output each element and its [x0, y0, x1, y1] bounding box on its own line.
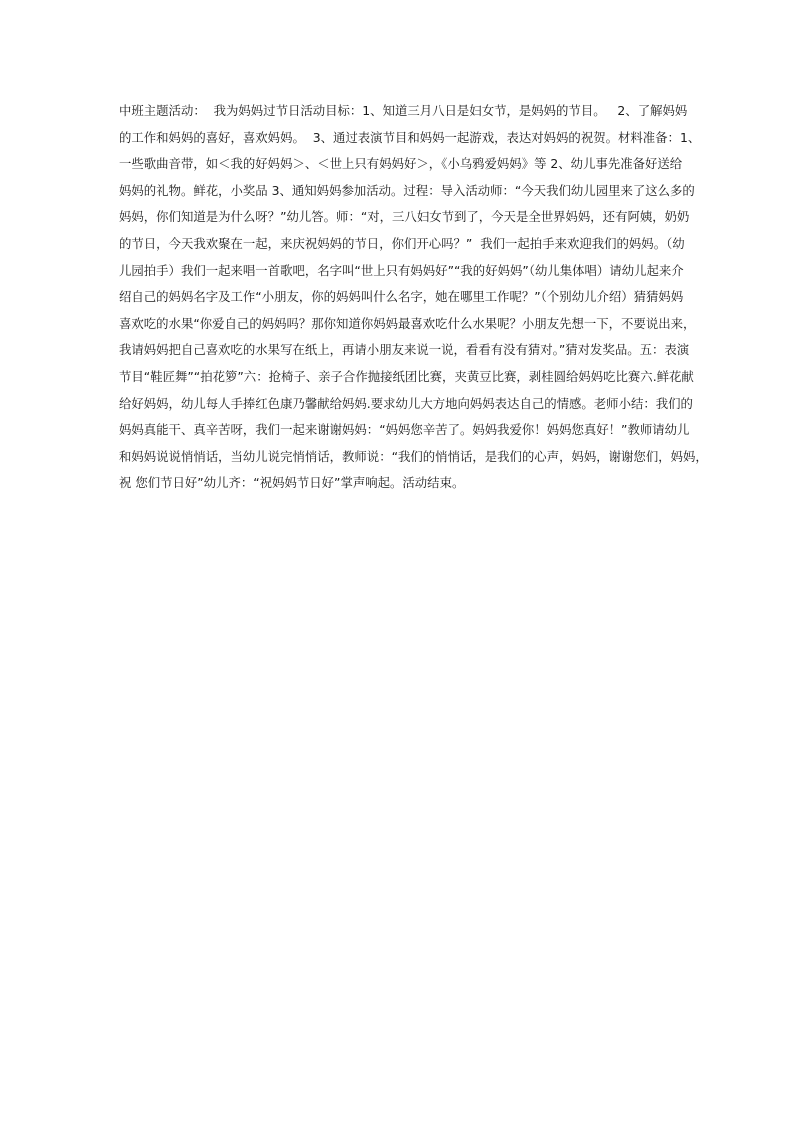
text-line: 妈妈，你们知道是为什么呀？”幼儿答。师：“对，三八妇女节到了，今天是全世界妈妈，还有阿姨，奶奶 [119, 209, 690, 225]
text-line: 妈妈真能干、真辛苦呀，我们一起来谢谢妈妈：“妈妈您辛苦了。妈妈我爱你！妈妈您真好！”教师请幼儿 [119, 422, 690, 438]
text-line: 的工作和妈妈的喜好，喜欢妈妈。 3、通过表演节目和妈妈一起游戏，表达对妈妈的祝贺。材料准备：1、 [119, 129, 701, 145]
text-line: 中班主题活动： 我为妈妈过节日活动目标：1、知道三月八日是妇女节，是妈妈的节目。 2、了解妈妈 [119, 103, 688, 118]
text-line: 给好妈妈，幼儿每人手捧红色康乃馨献给妈妈.要求幼儿大方地向妈妈表达自己的情感。老师小结：我们的 [119, 395, 693, 411]
text-line: 一些歌曲音带，如＜我的好妈妈＞、＜世上只有妈妈好＞，《小乌鸦爱妈妈》等 2、幼儿事先准备好送给 [119, 156, 683, 172]
body-text [119, 98, 708, 497]
text-line: 喜欢吃的水果“你爱自己的妈妈吗？那你知道你妈妈最喜欢吃什么水果呢？小朋友先想一下，不要说出来， [119, 315, 696, 331]
text-line: 祝 您们节日好”幼儿齐：“祝妈妈节日好”掌声响起。活动结束。 [119, 475, 465, 491]
text-line: 绍自己的妈妈名字及工作“小朋友，你的妈妈叫什么名字，她在哪里工作呢？”（个别幼儿介绍）猜猜妈妈 [119, 289, 684, 305]
text-line: 妈妈的礼物。鲜花，小奖品 3、通知妈妈参加活动。过程：导入活动师：“今天我们幼儿园里来了这么多的 [119, 182, 695, 198]
text-line: 我请妈妈把自己喜欢吃的水果写在纸上，再请小朋友来说一说，看看有没有猜对。”猜对发奖品。五：表演 [119, 342, 690, 358]
text-line: 的节日，今天我欢聚在一起，来庆祝妈妈的节日，你们开心吗？” 我们一起拍手来欢迎我们的妈妈。（幼 [119, 235, 685, 251]
text-line: 和妈妈说说悄悄话，当幼儿说完悄悄话，教师说：“我们的悄悄话，是我们的心声，妈妈，谢谢您们，妈妈， [119, 448, 708, 464]
text-line: 儿园拍手）我们一起来唱一首歌吧，名字叫“世上只有妈妈好”“我的好妈妈”（幼儿集体唱）请幼儿起来介 [119, 262, 684, 278]
text-line: 节目“鞋匠舞”“拍花箩”六：抢椅子、亲子合作抛接纸团比赛，夹黄豆比赛，剥桂圆给妈妈吃比赛六.鲜花献 [119, 368, 694, 384]
